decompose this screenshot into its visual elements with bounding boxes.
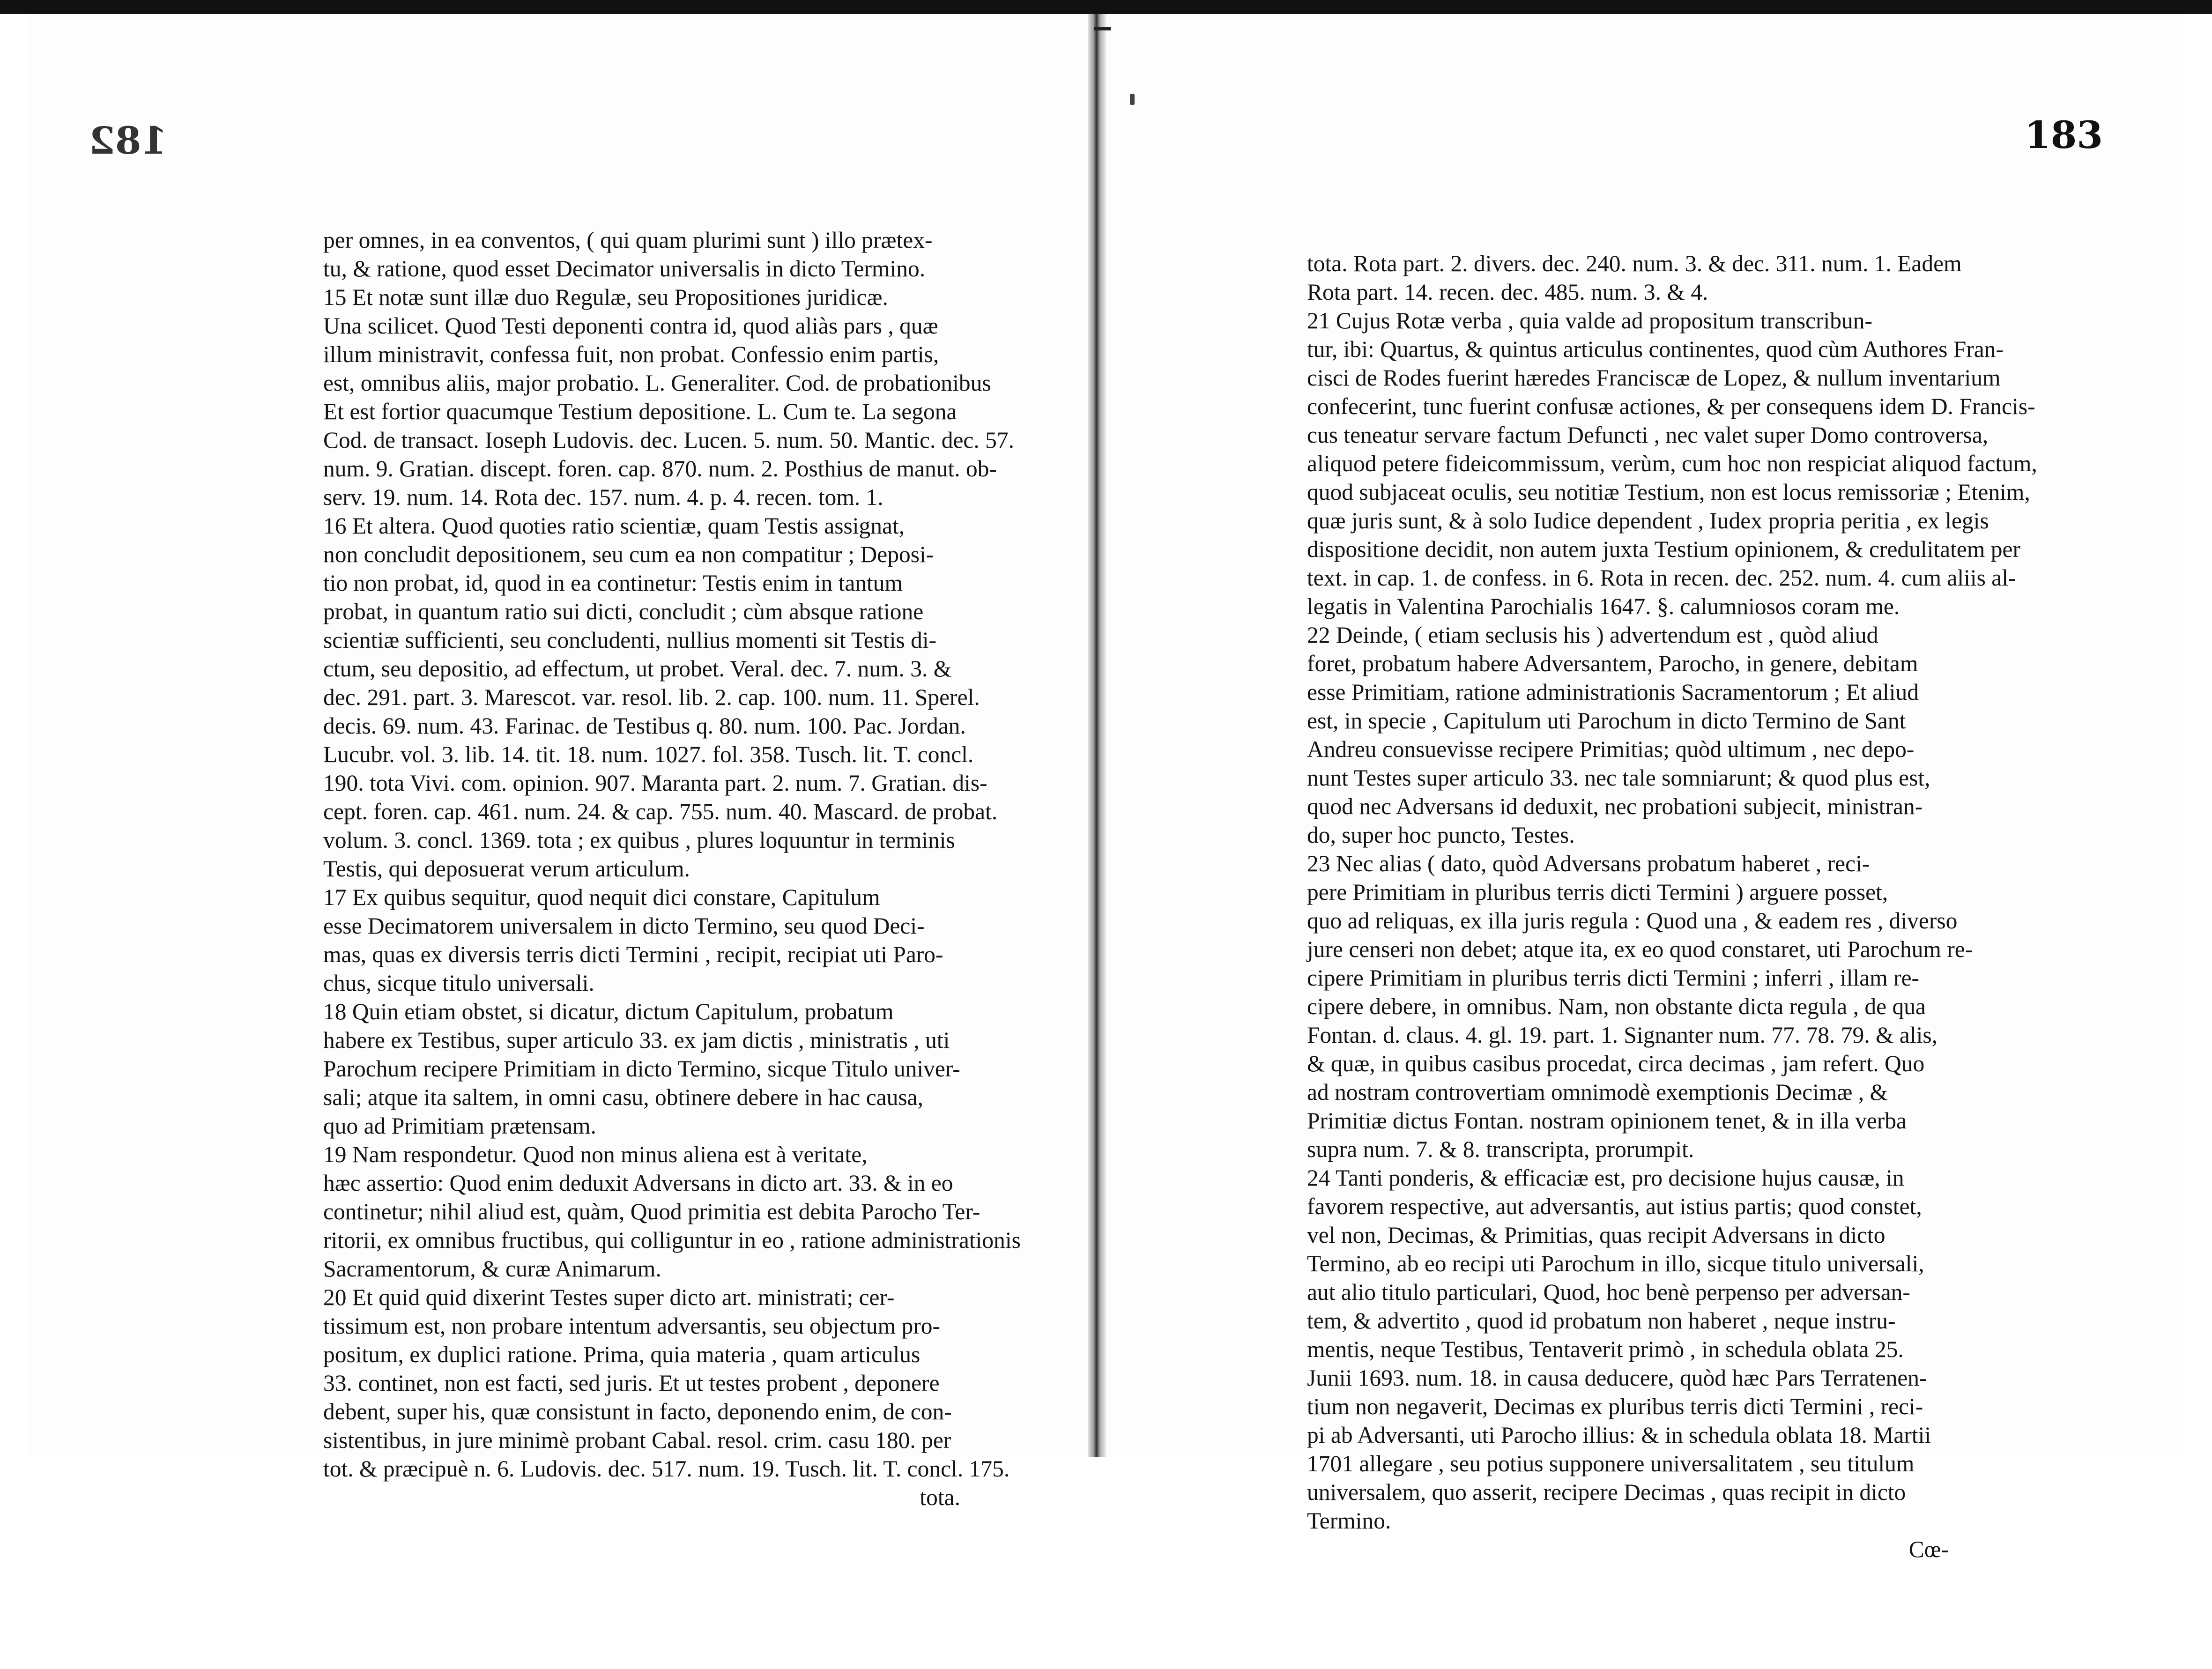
text-line: illum ministravit, confessa fuit, non probat. Confessio enim partis, [323,341,939,367]
text-line: nunt Testes super articulo 33. nec tale somniarunt; & quod plus est, [1307,765,1930,791]
text-line: Primitiæ dictus Fontan. nostram opinionem tenet, & in illa verba [1307,1108,1907,1134]
text-line: aut alio titulo particulari, Quod, hoc benè perpenso per adversan- [1307,1279,1910,1305]
text-line: tium non negaverit, Decimas ex pluribus terris dicti Termini , reci- [1307,1394,1923,1419]
text-line: tur, ibi: Quartus, & quintus articulus continentes, quod cùm Authores Fran- [1307,336,2004,362]
gutter-mark [1094,27,1111,30]
text-line: 24 Tanti ponderis, & efficaciæ est, pro decisione hujus causæ, in [1307,1165,1904,1191]
text-line: 18 Quin etiam obstet, si dicatur, dictum Capitulum, probatum [323,999,894,1024]
text-line: dispositione decidit, non autem juxta Testium opinionem, & credulitatem per [1307,536,2020,562]
text-line: supra num. 7. & 8. transcripta, prorumpit. [1307,1136,1694,1162]
text-line: mas, quas ex diversis terris dicti Termini , recipit, recipiat uti Paro- [323,942,943,967]
text-line: est, in specie , Capitulum uti Parochum in dicto Termino de Sant [1307,708,1906,734]
text-line: dec. 291. part. 3. Marescot. var. resol. lib. 2. cap. 100. num. 11. Sperel. [323,684,980,710]
text-line: 33. continet, non est facti, sed juris. Et ut testes probent , deponere [323,1370,940,1396]
text-line: quæ juris sunt, & à solo Iudice dependent , Iudex propria peritia , ex legis [1307,508,1989,534]
text-line: cus teneatur servare factum Defuncti , nec valet super Domo controversa, [1307,422,1989,448]
text-line: chus, sicque titulo universali. [323,970,594,996]
text-line: tota. Rota part. 2. divers. dec. 240. num. 3. & dec. 311. num. 1. Eadem [1307,251,1962,276]
text-line: hæc assertio: Quod enim deduxit Adversans in dicto art. 33. & in eo [323,1170,953,1196]
text-line: Et est fortior quacumque Testium depositione. L. Cum te. La segona [323,399,957,424]
text-line: Sacramentorum, & curæ Animarum. [323,1256,661,1282]
text-line: quo ad Primitiam prætensam. [323,1113,596,1139]
text-line: 16 Et altera. Quod quoties ratio scientiæ, quam Testis assignat, [323,513,905,539]
text-line: Fontan. d. claus. 4. gl. 19. part. 1. Signanter num. 77. 78. 79. & alis, [1307,1022,1937,1048]
text-line: universalem, quo asserit, recipere Decimas , quas recipit in dicto [1307,1479,1906,1505]
text-line: text. in cap. 1. de confess. in 6. Rota in recen. dec. 252. num. 4. cum aliis al- [1307,565,2016,591]
text-line: Una scilicet. Quod Testi deponenti contra id, quod aliàs pars , quæ [323,313,938,339]
catchword: Cœ- [1908,1536,1949,1562]
text-line: mentis, neque Testibus, Tentaverit primò , in schedula oblata 25. [1307,1336,1904,1362]
text-line: scientiæ sufficienti, seu concludenti, nullius momenti sit Testis di- [323,627,937,653]
text-line: tio non probat, id, quod in ea continetur: Testis enim in tantum [323,570,903,596]
text-line: per omnes, in ea conventos, ( qui quam plurimi sunt ) illo prætex- [323,227,933,253]
text-line: positum, ex duplici ratione. Prima, quia materia , quam articulus [323,1342,920,1367]
text-line: num. 9. Gratian. discept. foren. cap. 870. num. 2. Posthius de manut. ob- [323,456,997,482]
text-line: est, omnibus aliis, major probatio. L. Generaliter. Cod. de probationibus [323,370,991,396]
book-gutter-left [1088,14,1096,1457]
text-line: Testis, qui deposuerat verum articulum. [323,856,690,882]
text-line: cipere debere, in omnibus. Nam, non obstante dicta regula , de qua [1307,994,1926,1019]
text-line: 1701 allegare , seu potius supponere universalitatem , seu titulum [1307,1451,1915,1476]
book-gutter-right [1096,14,1106,1457]
text-line: pi ab Adversanti, uti Parocho illius: & in schedula oblata 18. Martii [1307,1422,1931,1448]
text-line: 15 Et notæ sunt illæ duo Regulæ, seu Propositiones juridicæ. [323,284,888,310]
text-line: non concludit depositionem, seu cum ea non compatitur ; Deposi- [323,541,934,567]
text-line: cept. foren. cap. 461. num. 24. & cap. 755. num. 40. Mascard. de probat. [323,799,998,824]
text-line: esse Decimatorem universalem in dicto Termino, seu quod Deci- [323,913,925,939]
text-line: sali; atque ita saltem, in omni casu, obtinere debere in hac causa, [323,1084,924,1110]
text-line: vel non, Decimas, & Primitias, quas recipit Adversans in dicto [1307,1222,1885,1248]
text-line: 21 Cujus Rotæ verba , quia valde ad propositum transcribun- [1307,308,1873,334]
text-line: tot. & præcipuè n. 6. Ludovis. dec. 517. num. 19. Tusch. lit. T. concl. 175. [323,1456,1010,1482]
text-line: quod subjaceat oculis, seu notitiæ Testium, non est locus remissoriæ ; Etenim, [1307,479,2030,505]
text-line: foret, probatum habere Adversantem, Parocho, in genere, debitam [1307,651,1918,676]
text-line: pere Primitiam in pluribus terris dicti Termini ) arguere posset, [1307,879,1888,905]
text-line: Rota part. 14. recen. dec. 485. num. 3. & 4. [1307,279,1708,305]
text-line: favorem respective, aut adversantis, aut istius partis; quod constet, [1307,1194,1922,1219]
ink-speck [1130,94,1135,105]
text-line: quod nec Adversans id deduxit, nec probationi subjecit, ministran- [1307,794,1923,819]
catchword: tota. [920,1484,960,1510]
text-line: volum. 3. concl. 1369. tota ; ex quibus , plures loquuntur in terminis [323,827,955,853]
text-line: probat, in quantum ratio sui dicti, concludit ; cùm absque ratione [323,599,924,624]
text-line: 23 Nec alias ( dato, quòd Adversans probatum haberet , reci- [1307,851,1870,876]
text-line: serv. 19. num. 14. Rota dec. 157. num. 4. p. 4. recen. tom. 1. [323,484,883,510]
text-line: & quæ, in quibus casibus procedat, circa decimas , jam refert. Quo [1307,1051,1925,1076]
text-line: jure censeri non debet; atque ita, ex eo quod constaret, uti Parochum re- [1307,936,1973,962]
text-line: 20 Et quid quid dixerint Testes super dicto art. ministrati; cer- [323,1284,895,1310]
text-line: ad nostram controvertiam omnimodè exemptionis Decimæ , & [1307,1079,1888,1105]
right-page-number: 183 [2025,113,2103,157]
text-line: habere ex Testibus, super articulo 33. ex jam dictis , ministratis , uti [323,1027,950,1053]
text-line: decis. 69. num. 43. Farinac. de Testibus q. 80. num. 100. Pac. Jordan. [323,713,966,739]
text-line: 17 Ex quibus sequitur, quod nequit dici constare, Capitulum [323,884,880,910]
text-line: continetur; nihil aliud est, quàm, Quod primitia est debita Parocho Ter- [323,1199,980,1224]
text-line: aliquod petere fideicommissum, verùm, cum hoc non respiciat aliquod factum, [1307,451,2037,476]
text-line: quo ad reliquas, ex illa juris regula : Quod una , & eadem res , diverso [1307,908,1958,934]
left-page-number: 182 [89,119,167,163]
text-line: cisci de Rodes fuerint hæredes Franciscæ de Lopez, & nullum inventarium [1307,365,2001,391]
text-line: tu, & ratione, quod esset Decimator universalis in dicto Termino. [323,256,926,282]
text-line: debent, super his, quæ consistunt in facto, deponendo enim, de con- [323,1399,952,1424]
text-line: Lucubr. vol. 3. lib. 14. tit. 18. num. 1027. fol. 358. Tusch. lit. T. concl. [323,742,974,767]
text-line: confecerint, tunc fuerint confusæ actiones, & per consequens idem D. Francis- [1307,393,2035,419]
text-line: Andreu consuevisse recipere Primitias; quòd ultimum , nec depo- [1307,736,1915,762]
text-line: do, super hoc puncto, Testes. [1307,822,1575,848]
text-line: Parochum recipere Primitiam in dicto Termino, sicque Titulo univer- [323,1056,960,1082]
text-line: ritorii, ex omnibus fructibus, qui colliguntur in eo , ratione administrationis [323,1227,1021,1253]
text-line: legatis in Valentina Parochialis 1647. §. calumniosos coram me. [1307,593,1900,619]
text-line: 190. tota Vivi. com. opinion. 907. Maranta part. 2. num. 7. Gratian. dis- [323,770,987,796]
right-page-text [1307,249,2037,1564]
text-line: sistentibus, in jure minimè probant Cabal. resol. crim. casu 180. per [323,1427,951,1453]
scan-top-edge [0,0,2212,14]
text-line: Termino, ab eo recipi uti Parochum in illo, sicque titulo universali, [1307,1251,1924,1276]
text-line: Junii 1693. num. 18. in causa deducere, quòd hæc Pars Terratenen- [1307,1365,1927,1391]
text-line: esse Primitiam, ratione administrationis Sacramentorum ; Et aliud [1307,679,1919,705]
text-line: cipere Primitiam in pluribus terris dicti Termini ; inferri , illam re- [1307,965,1920,991]
left-page-text [323,226,1021,1512]
text-line: ctum, seu depositio, ad effectum, ut probet. Veral. dec. 7. num. 3. & [323,656,952,682]
text-line: 19 Nam respondetur. Quod non minus aliena est à veritate, [323,1142,868,1167]
text-line: Termino. [1307,1508,1391,1534]
text-line: 22 Deinde, ( etiam seclusis his ) advertendum est , quòd aliud [1307,622,1878,648]
text-line: tem, & advertito , quod id probatum non haberet , neque instru- [1307,1308,1896,1334]
text-line: Cod. de transact. Ioseph Ludovis. dec. Lucen. 5. num. 50. Mantic. dec. 57. [323,427,1015,453]
text-line: tissimum est, non probare intentum adversantis, seu objectum pro- [323,1313,940,1339]
